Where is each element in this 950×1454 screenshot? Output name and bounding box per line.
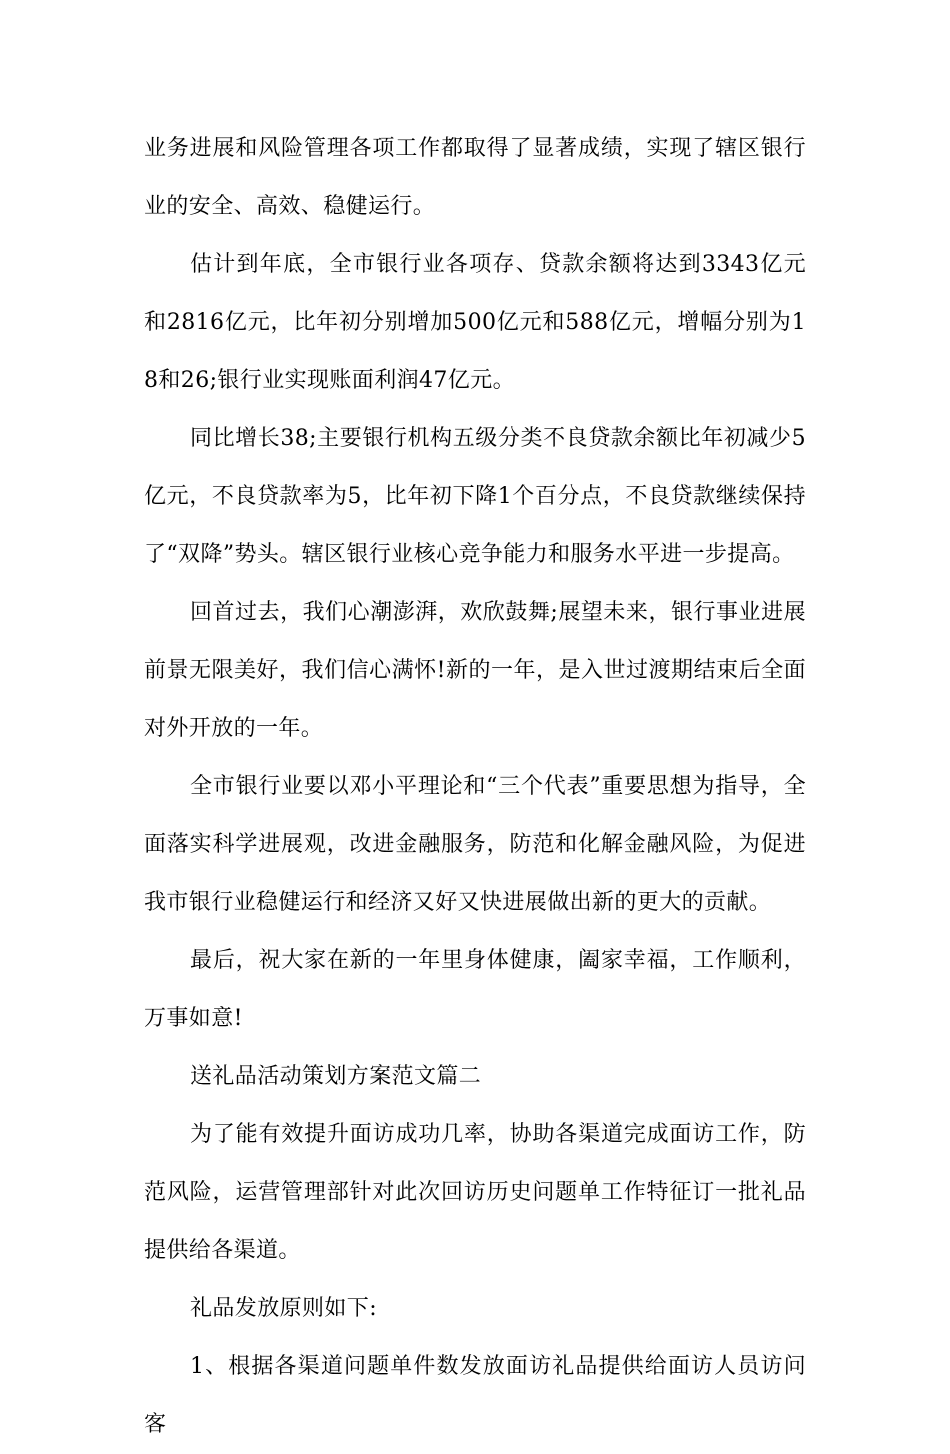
paragraph-guidance: 全市银行业要以邓小平理论和“三个代表”重要思想为指导，全面落实科学进展观，改进金融服务，防范和化解金融风险，为促进我市银行业稳健运行和经济又好又快进展做出新的更大的贡献。 — [144, 774, 806, 915]
paragraph-yoy-growth: 同比增长38;主要银行机构五级分类不良贷款余额比年初减少5亿元，不良贷款率为5，比年初下降1个百分点，不良贷款继续保持了“双降”势头。辖区银行业核心竞争能力和服务水平进一步提高。 — [144, 426, 806, 567]
list-item-principle-1: 1、根据各渠道问题单件数发放面访礼品提供给面访人员访问客 — [144, 1354, 806, 1437]
paragraph-principles-intro: 礼品发放原则如下: — [190, 1296, 378, 1321]
document-body — [144, 120, 806, 1454]
paragraph-looking-back: 回首过去，我们心潮澎湃，欢欣鼓舞;展望未来，银行事业进展前景无限美好，我们信心满怀!新的一年，是入世过渡期结束后全面对外开放的一年。 — [144, 600, 806, 741]
paragraph-closing-wishes: 最后，祝大家在新的一年里身体健康，阖家幸福，工作顺利，万事如意! — [144, 948, 806, 1031]
section-heading: 送礼品活动策划方案范文篇二 — [190, 1064, 482, 1089]
paragraph-deposit-loan-balance: 估计到年底，全市银行业各项存、贷款余额将达到3343亿元和2816亿元，比年初分别增加500亿元和588亿元，增幅分别为18和26;银行业实现账面利润47亿元。 — [144, 252, 806, 393]
paragraph-purpose: 为了能有效提升面访成功几率，协助各渠道完成面访工作，防范风险，运营管理部针对此次回访历史问题单工作特征订一批礼品提供给各渠道。 — [144, 1122, 806, 1263]
paragraph-continuation: 业务进展和风险管理各项工作都取得了显著成绩，实现了辖区银行业的安全、高效、稳健运行。 — [144, 136, 806, 219]
